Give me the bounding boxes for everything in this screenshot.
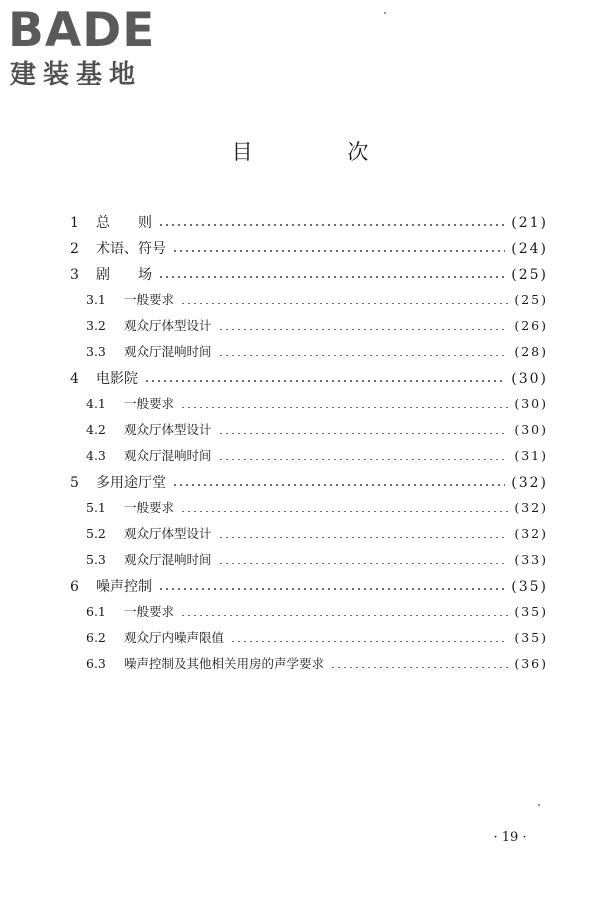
toc-chapter-entry [70,212,548,238]
dot-leader [180,292,508,305]
page-number: · 19 · [493,830,527,845]
dot-leader [230,630,508,643]
dot-leader [218,344,509,357]
dot-leader [158,213,505,227]
dot-leader [218,526,509,539]
toc-subsection-entry [70,654,548,680]
toc-entry-page: (30) [514,422,548,437]
toc-entry-number: 5.1 [86,500,106,515]
toc-entry-number: 3.2 [86,318,106,333]
toc-entry-page: (31) [514,448,548,463]
dot-leader [218,318,509,331]
logo-subtitle: 建装基地 [10,60,143,90]
dot-leader [172,473,505,487]
toc-chapter-entry [70,472,548,498]
toc-subsection-entry [70,290,548,316]
toc-title: 目 次 [231,140,413,164]
toc-subsection-entry [70,498,548,524]
toc-entry-page: (36) [514,656,548,671]
toc-entry-label: 一般要求 [124,396,175,411]
toc-entry-page: (35) [514,604,548,619]
dot-leader [180,396,508,409]
dot-leader [172,239,505,253]
scan-speck [384,12,386,14]
toc-entry-page: (32) [514,500,548,515]
toc-chapter-entry [70,264,548,290]
table-of-contents [70,212,548,680]
toc-subsection-entry [70,342,548,368]
toc-entry-number: 6.1 [86,604,106,619]
toc-entry-number: 2 [70,241,79,257]
toc-entry-number: 3.3 [86,344,106,359]
toc-entry-label: 术语、符号 [96,241,166,257]
toc-entry-number: 5.2 [86,526,106,541]
toc-entry-page: (30) [511,371,548,387]
toc-subsection-entry [70,316,548,342]
toc-entry-page: (35) [514,630,548,645]
dot-leader [180,604,508,617]
toc-entry-number: 3 [70,267,79,283]
toc-entry-label: 观众厅体型设计 [124,318,212,333]
toc-entry-number: 4.3 [86,448,106,463]
toc-entry-number: 6 [70,579,79,595]
toc-entry-number: 6.3 [86,656,106,671]
toc-entry-number: 4 [70,371,79,387]
toc-entry-label: 噪声控制及其他相关用房的声学要求 [124,656,325,671]
dot-leader [158,577,505,591]
toc-subsection-entry [70,602,548,628]
toc-entry-page: (35) [511,579,548,595]
toc-entry-label: 一般要求 [124,500,175,515]
dot-leader [144,369,505,383]
toc-entry-number: 4.2 [86,422,106,437]
toc-entry-number: 5.3 [86,552,106,567]
dot-leader [330,656,508,669]
toc-subsection-entry [70,550,548,576]
toc-entry-page: (33) [514,552,548,567]
toc-entry-number: 3.1 [86,292,106,307]
dot-leader [158,265,505,279]
toc-entry-label: 观众厅混响时间 [124,552,212,567]
toc-entry-page: (24) [511,241,548,257]
toc-entry-label: 电影院 [96,371,138,387]
dot-leader [180,500,508,513]
toc-chapter-entry [70,238,548,264]
toc-entry-number: 4.1 [86,396,106,411]
toc-entry-page: (26) [514,318,548,333]
toc-entry-page: (28) [514,344,548,359]
watermark-logo [8,3,178,92]
toc-entry-label: 一般要求 [124,604,175,619]
toc-subsection-entry [70,446,548,472]
toc-entry-label: 观众厅体型设计 [124,526,212,541]
dot-leader [218,552,509,565]
toc-subsection-entry [70,394,548,420]
toc-entry-page: (32) [511,475,548,491]
toc-entry-number: 6.2 [86,630,106,645]
toc-entry-page: (25) [511,267,548,283]
toc-subsection-entry [70,524,548,550]
toc-entry-label: 观众厅内噪声限值 [124,630,225,645]
toc-entry-page: (32) [514,526,548,541]
scan-speck [538,804,540,806]
toc-subsection-entry [70,420,548,446]
toc-entry-label: 一般要求 [124,292,175,307]
toc-entry-label: 剧 场 [96,267,152,283]
toc-entry-label: 多用途厅堂 [96,475,166,491]
logo-wordmark: BADE [8,3,156,58]
toc-chapter-entry [70,576,548,602]
toc-entry-page: (25) [514,292,548,307]
toc-entry-page: (21) [511,215,548,231]
toc-subsection-entry [70,628,548,654]
dot-leader [218,448,509,461]
toc-entry-page: (30) [514,396,548,411]
toc-entry-number: 5 [70,475,79,491]
toc-entry-number: 1 [70,215,79,231]
toc-entry-label: 观众厅混响时间 [124,448,212,463]
dot-leader [218,422,509,435]
toc-entry-label: 观众厅混响时间 [124,344,212,359]
toc-entry-label: 观众厅体型设计 [124,422,212,437]
toc-entry-label: 总 则 [96,215,152,231]
toc-entry-label: 噪声控制 [96,579,152,595]
toc-chapter-entry [70,368,548,394]
